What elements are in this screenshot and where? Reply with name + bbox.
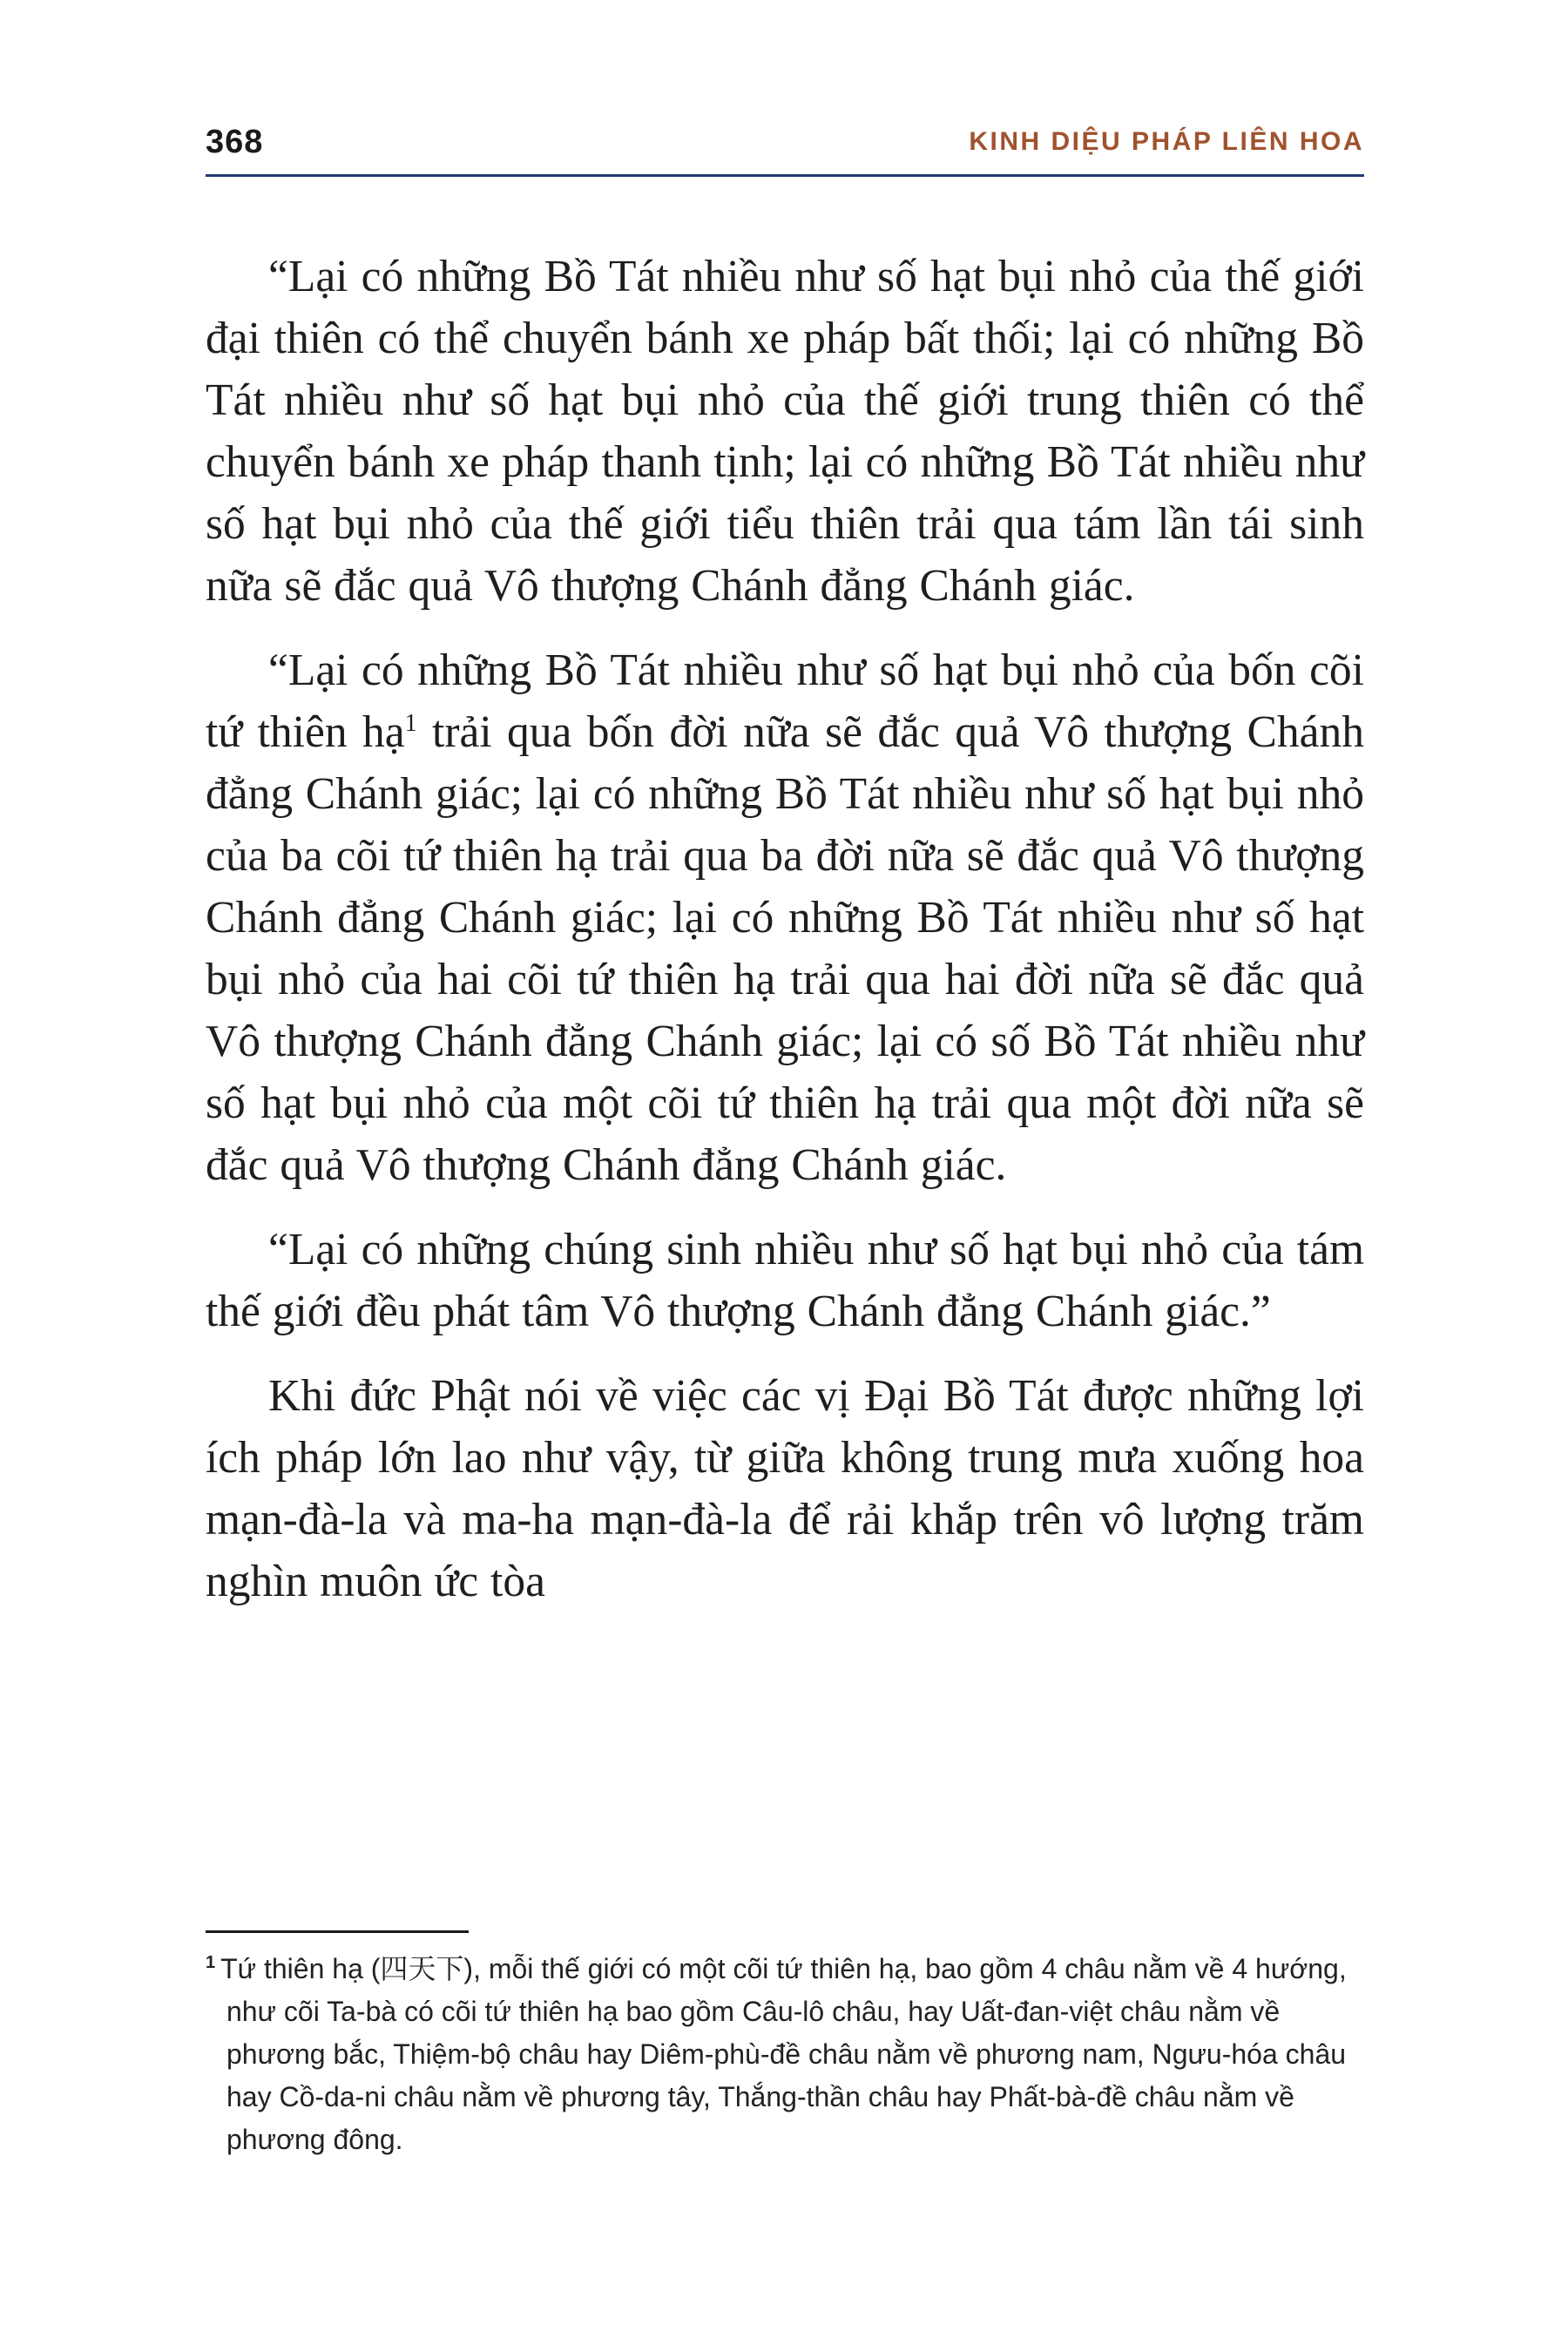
footnote-rule: [206, 1930, 469, 1933]
page-header: [206, 124, 1364, 176]
paragraph-2-text-b: trải qua bốn đời nữa sẽ đắc quả Vô thượng Chánh đẳng Chánh giác; lại có những Bồ Tát nhiều như số hạt bụi nhỏ của ba cõi tứ thiên hạ trải qua ba đời nữa sẽ đắc quả Vô thượng Chánh đẳng Chánh giác; lại có những Bồ Tát nhiều như số hạt bụi nhỏ của hai cõi tứ thiên hạ trải qua hai đời nữa sẽ đắc quả Vô thượng Chánh đẳng Chánh giác; lại có số Bồ Tát nhiều như số hạt bụi nhỏ của một cõi tứ thiên hạ trải qua một đời nữa sẽ đắc quả Vô thượng Chánh đẳng Chánh giác.: [206, 707, 1364, 1190]
running-title: KINH DIỆU PHÁP LIÊN HOA: [969, 127, 1364, 156]
footnote-text: Tứ thiên hạ (四天下), mỗi thế giới có một cõi tứ thiên hạ, bao gồm 4 châu nằm về 4 hướng, như cõi Ta-bà có cõi tứ thiên hạ bao gồm Câu-lô châu, hay Uất-đan-việt châu nằm về phương bắc, Thiệm-bộ châu hay Diêm-phù-đề châu nằm về phương nam, Ngưu-hóa châu hay Cồ-da-ni châu nằm về phương tây, Thắng-thần châu hay Phất-bà-đề châu nằm về phương đông.: [220, 1953, 1347, 2155]
paragraph-2-text-a: “Lại có những Bồ Tát nhiều như số hạt bụi nhỏ của bốn cõi tứ thiên hạ: [206, 645, 1364, 757]
paragraph-1: “Lại có những Bồ Tát nhiều như số hạt bụi nhỏ của thế giới đại thiên có thể chuyển bánh xe pháp bất thối; lại có những Bồ Tát nhiều như số hạt bụi nhỏ của thế giới trung thiên có thể chuyển bánh xe pháp thanh tịnh; lại có những Bồ Tát nhiều như số hạt bụi nhỏ của thế giới tiểu thiên trải qua tám lần tái sinh nữa sẽ đắc quả Vô thượng Chánh đẳng Chánh giác.: [206, 252, 1364, 611]
body-text: [206, 246, 1364, 1635]
header-rule: [206, 174, 1364, 177]
footnote-reference[interactable]: 1: [404, 709, 417, 737]
footnote-mark: 1: [206, 1953, 216, 1973]
paragraph-4: Khi đức Phật nói về việc các vị Đại Bồ Tát được những lợi ích pháp lớn lao như vậy, từ giữa không trung mưa xuống hoa mạn-đà-la và ma-ha mạn-đà-la để rải khắp trên vô lượng trăm nghìn muôn ức tòa: [206, 1371, 1364, 1606]
footnote-body: [206, 1948, 1368, 2161]
page-number: 368: [206, 124, 264, 160]
paragraph-2: [206, 639, 1364, 1196]
footnote: [206, 1948, 1368, 2161]
paragraph-3: “Lại có những chúng sinh nhiều như số hạt bụi nhỏ của tám thế giới đều phát tâm Vô thượng Chánh đẳng Chánh giác.”: [206, 1225, 1364, 1336]
